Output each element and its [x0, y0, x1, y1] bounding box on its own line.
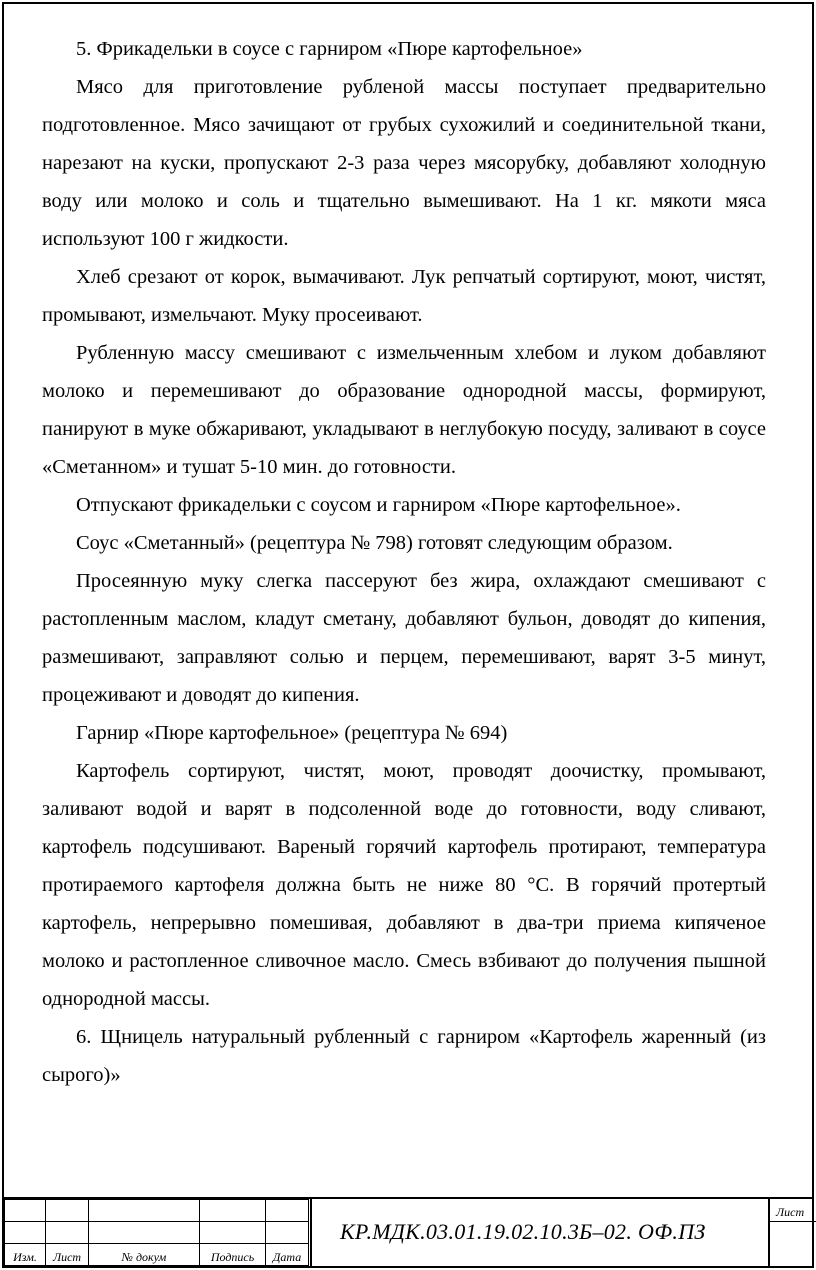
paragraph: Просеянную муку слегка пассеруют без жира, охлаждают смешивают с растопленным маслом, кладут сметану, добавляют бульон, доводят до кипения, размешивают, заправляют солью и перцем, перемешивают, варят 3-5 минут, процеживают и доводят до кипения. [42, 570, 766, 706]
sheet-label: Лист [776, 1205, 805, 1219]
title-block-stamp [4, 1197, 812, 1266]
paragraph-heading-6: 6. Щницель натуральный рубленный с гарниром «Картофель жаренный (из сырого)» [42, 1026, 766, 1086]
col-izm-label: Изм. [5, 1244, 46, 1266]
stamp-divider [310, 1199, 312, 1266]
paragraph: Картофель сортируют, чистят, моют, проводят доочистку, промывают, заливают водой и варят в подсоленной воде до готовности, воду сливают, картофель подсушивают. Вареный горячий картофель протирают, температура протираемого картофеля должна быть не ниже 80 °С. В горячий протертый картофель, непрерывно помешивая, добавляют в два-три приема кипяченое молоко и растопленное сливочное масло. Смесь взбивают до получения пышной однородной массы. [42, 760, 766, 1010]
paragraph: Мясо для приготовление рубленой массы поступает предварительно подготовленное. Мясо зачищают от грубых сухожилий и соединительной ткани, нарезают на куски, пропускают 2-3 раза через мясорубку, добавляют холодную воду или молоко и соль и тщательно вымешивают. На 1 кг. мякоти мяса используют 100 г жидкости. [42, 76, 766, 250]
col-date-label: Дата [266, 1244, 309, 1266]
paragraph: Гарнир «Пюре картофельное» (рецептура № 694) [76, 722, 508, 744]
paragraph: Рубленную массу смешивают с измельченным хлебом и луком добавляют молоко и перемешивают до образование однородной массы, формируют, панируют в муке обжаривают, укладывают в неглубокую посуду, заливают в соусе «Сметанном» и тушат 5-10 мин. до готовности. [42, 342, 766, 478]
paragraph-heading-5: 5. Фрикадельки в соусе с гарниром «Пюре картофельное» [76, 38, 583, 60]
col-doc-label: № докум [89, 1244, 200, 1266]
revision-table [4, 1199, 309, 1266]
paragraph: Отпускают фрикадельки с соусом и гарниром «Пюре картофельное». [76, 494, 681, 516]
sheet-number-box [768, 1221, 816, 1267]
col-sign-label: Подпись [200, 1244, 266, 1266]
paragraph: Хлеб срезают от корок, вымачивают. Лук репчатый сортируют, моют, чистят, промывают, измельчают. Муку просеивают. [42, 266, 766, 326]
col-list-label: Лист [46, 1244, 89, 1266]
paragraph: Соус «Сметанный» (рецептура № 798) готовят следующим образом. [76, 532, 673, 554]
document-body [42, 30, 766, 1094]
document-code: КР.МДК.03.01.19.02.10.3Б–02. ОФ.ПЗ [340, 1219, 706, 1244]
